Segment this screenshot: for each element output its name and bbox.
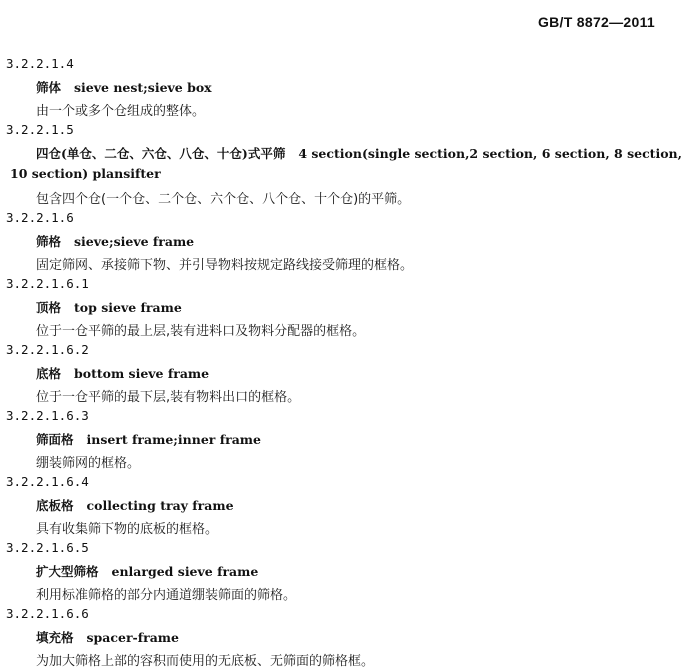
term-zh: 筛面格 [36,432,74,447]
term-en: enlarged sieve frame [111,564,259,579]
term-heading [36,430,261,448]
clause-number: 3.2.2.1.5 [6,122,74,137]
definition: 绷装筛网的框格。 [36,456,141,471]
standard-code: GB/T 8872—2011 [537,14,655,30]
term-heading [36,298,182,316]
term-zh: 筛格 [36,234,62,249]
clause-number: 3.2.2.1.4 [6,56,74,71]
definition: 位于一仓平筛的最下层,装有物料出口的框格。 [36,390,301,405]
clause-number: 3.2.2.1.6 [6,210,74,225]
clause-number: 3.2.2.1.6.5 [6,540,89,555]
definition: 由一个或多个仓组成的整体。 [36,104,206,119]
definition: 具有收集筛下物的底板的框格。 [36,522,219,537]
term-en: sieve;sieve frame [74,234,195,249]
clause-number: 3.2.2.1.6.1 [6,276,89,291]
term-en: insert frame;inner frame [86,432,261,447]
term-en: collecting tray frame [86,498,234,513]
term-en: bottom sieve frame [74,366,210,381]
definition: 包含四个仓(一个仓、二个仓、六个仓、八个仓、十个仓)的平筛。 [36,192,411,207]
clause-number: 3.2.2.1.6.3 [6,408,89,423]
clause-number: 3.2.2.1.6.4 [6,474,89,489]
term-zh: 四仓(单仓、二仓、六仓、八仓、十仓)式平筛 [36,146,286,161]
term-heading [36,496,234,514]
definition: 固定筛网、承接筛下物、并引导物料按规定路线接受筛理的框格。 [36,258,414,273]
term-heading [36,364,209,382]
term-en: 4 section(single section,2 section, 6 section, 8 section, [298,146,682,161]
term-en: sieve nest;sieve box [74,80,212,95]
clause-number: 3.2.2.1.6.2 [6,342,89,357]
definition: 为加大筛格上部的容积而使用的无底板、无筛面的筛格框。 [36,654,375,669]
term-heading [36,628,179,646]
term-en: top sieve frame [74,300,182,315]
term-zh: 筛体 [36,80,62,95]
term-heading [36,232,194,250]
definition: 利用标准筛格的部分内通道绷装筛面的筛格。 [36,588,297,603]
term-zh: 填充格 [36,630,74,645]
definition: 位于一仓平筛的最上层,装有进料口及物料分配器的框格。 [36,324,366,339]
term-zh: 扩大型筛格 [36,564,99,579]
term-zh: 底格 [36,366,62,381]
term-zh: 底板格 [36,498,74,513]
term-en: spacer-frame [86,630,179,645]
clause-number: 3.2.2.1.6.6 [6,606,89,621]
term-heading [36,144,682,162]
term-heading [36,78,212,96]
term-zh: 顶格 [36,300,62,315]
term-en-continuation: 10 section) plansifter [10,166,161,181]
term-heading [36,562,258,580]
